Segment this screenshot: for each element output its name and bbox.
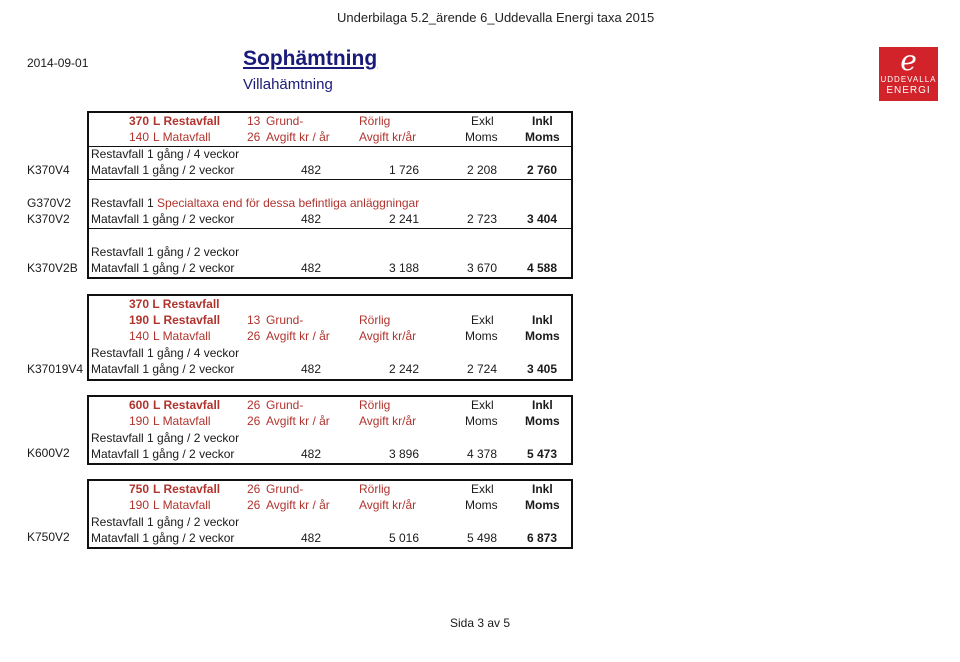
exkl-label: Exkl <box>471 398 494 412</box>
exkl-value: 2 723 <box>466 212 497 226</box>
rorlig-value: 1 726 <box>388 163 419 177</box>
moms-label: Moms <box>465 414 498 428</box>
product-code: K750V2 <box>27 530 70 544</box>
num: 13 <box>247 114 261 128</box>
desc: Restavfall 1 gång / 2 veckor <box>91 431 240 445</box>
rorlig-value: 2 242 <box>388 362 419 376</box>
logo-line1: UDDEVALLA <box>880 75 937 84</box>
avgift-label: Avgift kr/år <box>359 329 417 343</box>
rorlig-value: 3 188 <box>388 261 419 275</box>
rorlig-value: 3 896 <box>388 447 419 461</box>
product-code: K37019V4 <box>27 362 84 376</box>
qty: 190 <box>128 414 149 428</box>
qty: 600 <box>128 398 149 412</box>
bin-type: L Restavfall <box>153 482 221 496</box>
inkl-value: 5 473 <box>526 447 557 461</box>
qty: 190 <box>128 313 149 327</box>
desc: Restavfall 1 gång / 4 veckor <box>91 147 240 161</box>
exkl-value: 4 378 <box>466 447 497 461</box>
grund-label: Grund- <box>266 482 304 496</box>
page-number: Sida 3 av 5 <box>450 616 511 630</box>
grund-value: 482 <box>300 212 321 226</box>
moms-label: Moms <box>465 329 498 343</box>
avgift-label: Avgift kr / år <box>266 329 330 343</box>
desc: Matavfall 1 gång / 2 veckor <box>91 212 235 226</box>
rorlig-label: Rörlig <box>359 398 391 412</box>
desc: Restavfall 1 gång / 4 veckor <box>91 346 240 360</box>
avgift-label: Avgift kr / år <box>266 130 330 144</box>
inkl-value: 3 404 <box>526 212 557 226</box>
product-code: G370V2 <box>27 196 72 210</box>
price-table-750-190 <box>87 479 573 549</box>
page-subtitle: Villahämtning <box>243 76 333 93</box>
num: 26 <box>247 498 261 512</box>
qty: 140 <box>128 130 149 144</box>
avgift-label: Avgift kr/år <box>359 130 417 144</box>
bin-type: L Matavfall <box>153 329 211 343</box>
grund-value: 482 <box>300 362 321 376</box>
desc: Matavfall 1 gång / 2 veckor <box>91 163 235 177</box>
avgift-label: Avgift kr / år <box>266 498 330 512</box>
inkl-label: Inkl <box>532 313 553 327</box>
num: 26 <box>247 414 261 428</box>
desc: Restavfall 1 gång / 2 veckor <box>91 245 240 259</box>
page-title: Sophämtning <box>243 47 378 70</box>
bin-type: L Restavfall <box>153 313 221 327</box>
bin-type: L Restavfall <box>153 114 221 128</box>
bin-type: L Restavfall <box>153 398 221 412</box>
num: 26 <box>247 398 261 412</box>
grund-label: Grund- <box>266 114 304 128</box>
qty: 190 <box>128 498 149 512</box>
qty: 750 <box>128 482 149 496</box>
product-code: K600V2 <box>27 446 70 460</box>
moms-label: Moms <box>465 498 498 512</box>
company-logo <box>879 44 938 101</box>
logo-line2: ENERGI <box>886 85 931 96</box>
exkl-value: 2 208 <box>466 163 497 177</box>
inkl-label: Inkl <box>532 482 553 496</box>
exkl-label: Exkl <box>471 482 494 496</box>
num: 26 <box>247 329 261 343</box>
document-date: 2014-09-01 <box>27 56 89 70</box>
product-code: K370V2B <box>27 261 78 275</box>
bin-type: L Matavfall <box>153 130 211 144</box>
exkl-value: 5 498 <box>466 531 497 545</box>
qty: 140 <box>128 329 149 343</box>
num: 26 <box>247 130 261 144</box>
grund-value: 482 <box>300 261 321 275</box>
desc: Matavfall 1 gång / 2 veckor <box>91 447 235 461</box>
product-code: K370V4 <box>27 163 70 177</box>
moms-label: Moms <box>525 498 560 512</box>
avgift-label: Avgift kr/år <box>359 498 417 512</box>
rorlig-label: Rörlig <box>359 482 391 496</box>
inkl-value: 2 760 <box>526 163 557 177</box>
inkl-value: 6 873 <box>526 531 557 545</box>
price-table-370-140 <box>87 111 573 279</box>
num: 13 <box>247 313 261 327</box>
bin-type: L Matavfall <box>153 414 211 428</box>
inkl-label: Inkl <box>532 114 553 128</box>
num: 26 <box>247 482 261 496</box>
rorlig-value: 5 016 <box>388 531 419 545</box>
grund-value: 482 <box>300 163 321 177</box>
desc: Restavfall 1 Specialtaxa end för dessa befintliga anläggningar <box>91 196 420 210</box>
inkl-value: 4 588 <box>526 261 557 275</box>
exkl-label: Exkl <box>471 114 494 128</box>
bin-line: 370 L Restavfall <box>129 297 220 311</box>
rorlig-value: 2 241 <box>388 212 419 226</box>
avgift-label: Avgift kr / år <box>266 414 330 428</box>
bin-type: L Matavfall <box>153 498 211 512</box>
product-code: K370V2 <box>27 212 70 226</box>
grund-value: 482 <box>300 447 321 461</box>
rorlig-label: Rörlig <box>359 313 391 327</box>
exkl-label: Exkl <box>471 313 494 327</box>
desc: Matavfall 1 gång / 2 veckor <box>91 362 235 376</box>
moms-label: Moms <box>525 130 560 144</box>
grund-label: Grund- <box>266 398 304 412</box>
moms-label: Moms <box>525 414 560 428</box>
desc: Restavfall 1 gång / 2 veckor <box>91 515 240 529</box>
exkl-value: 3 670 <box>466 261 497 275</box>
grund-label: Grund- <box>266 313 304 327</box>
desc: Matavfall 1 gång / 2 veckor <box>91 261 235 275</box>
grund-value: 482 <box>300 531 321 545</box>
desc: Matavfall 1 gång / 2 veckor <box>91 531 235 545</box>
qty: 370 <box>128 114 149 128</box>
price-table-600-190 <box>87 395 573 465</box>
logo-e-icon: e <box>900 44 917 77</box>
moms-label: Moms <box>525 329 560 343</box>
avgift-label: Avgift kr/år <box>359 414 417 428</box>
inkl-label: Inkl <box>532 398 553 412</box>
document-header: Underbilaga 5.2_ärende 6_Uddevalla Energi taxa 2015 <box>337 10 655 25</box>
rorlig-label: Rörlig <box>359 114 391 128</box>
price-table-190-140 <box>87 294 573 381</box>
exkl-value: 2 724 <box>466 362 497 376</box>
moms-label: Moms <box>465 130 498 144</box>
inkl-value: 3 405 <box>526 362 557 376</box>
